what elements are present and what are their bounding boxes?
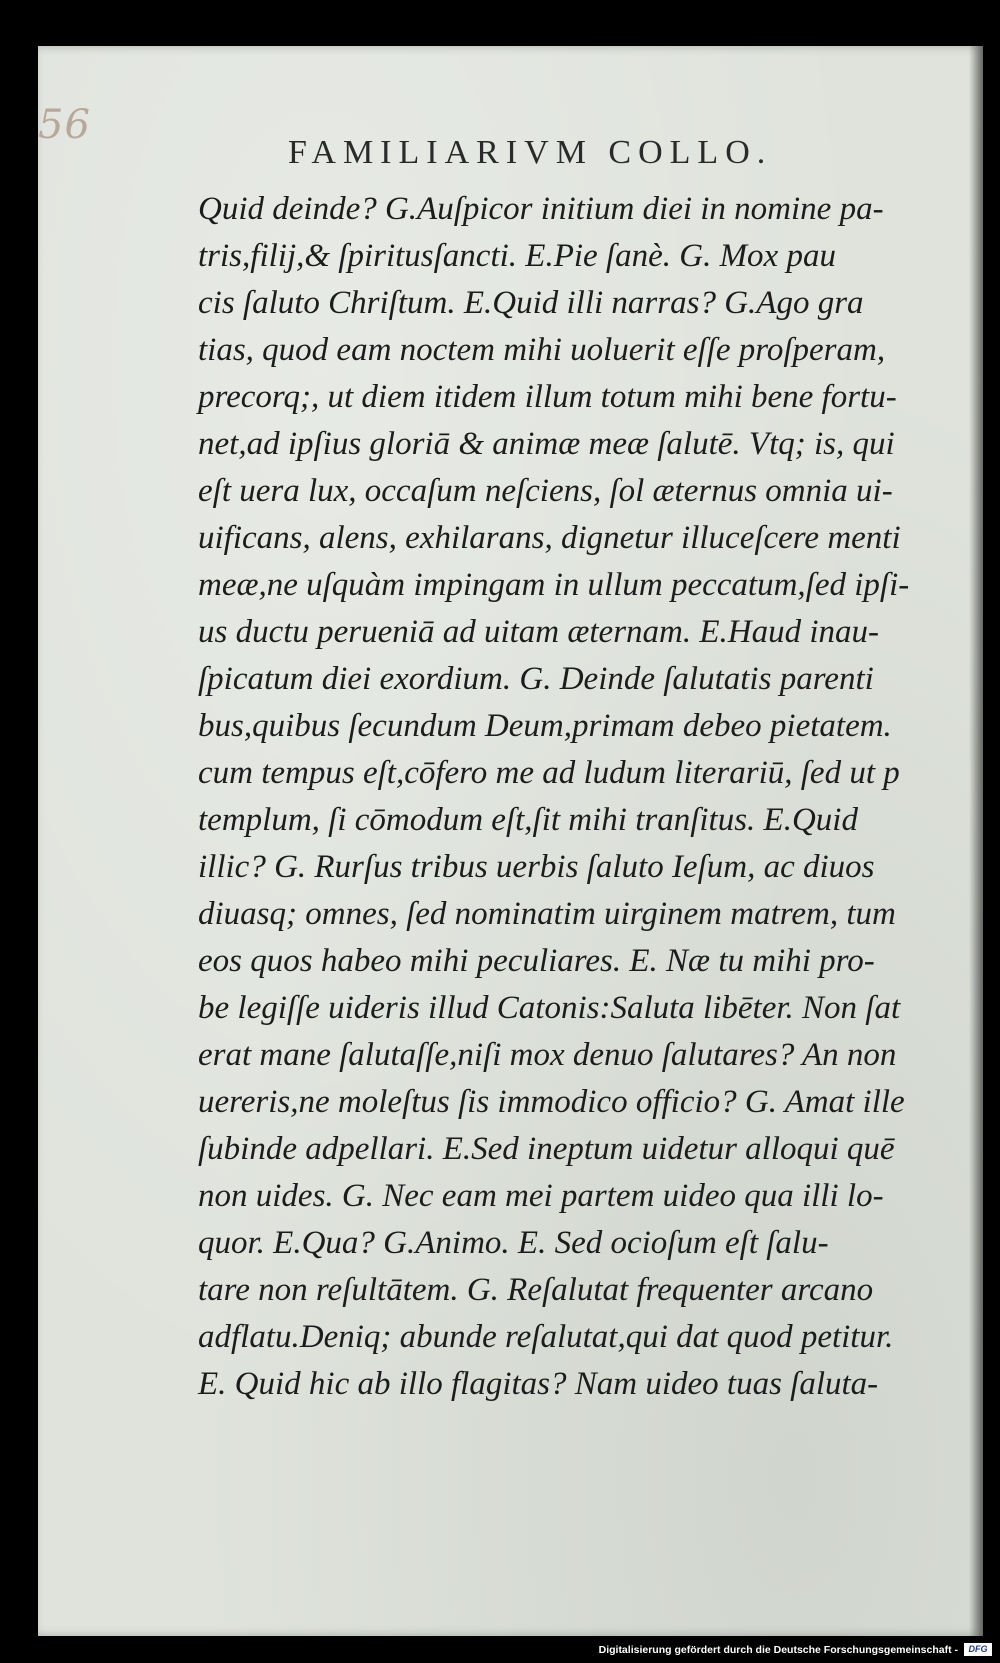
dfg-logo: DFG bbox=[964, 1643, 992, 1656]
text-line: tare non reſultātem. G. Reſalutat frequenter arcano bbox=[198, 1272, 874, 1308]
text-line: precorq;, ut diem itidem illum totum mihi bene fortu- bbox=[198, 379, 897, 415]
text-line: uificans, alens, exhilarans, dignetur illuceſcere menti bbox=[198, 520, 901, 556]
text-line: bus,quibus ſecundum Deum,primam debeo pietatem. bbox=[198, 708, 892, 744]
text-line: non uides. G. Nec eam mei partem uideo qua illi lo- bbox=[198, 1178, 884, 1214]
digitization-credit: Digitalisierung gefördert durch die Deutsche Forschungsgemeinschaft - bbox=[598, 1644, 958, 1656]
text-line: tris,filij,& ſpiritusſancti. E.Pie ſanè. G. Mox pau bbox=[198, 238, 836, 274]
text-line: cis ſaluto Chriſtum. E.Quid illi narras? G.Ago gra bbox=[198, 285, 864, 321]
text-line: us ductu perueniā ad uitam æternam. E.Haud inau- bbox=[198, 614, 880, 650]
footer-bar bbox=[0, 1636, 1000, 1663]
text-line: ſpicatum diei exordium. G. Deinde ſalutatis parenti bbox=[198, 661, 874, 697]
text-line: quor. E.Qua? G.Animo. E. Sed ocioſum eſt ſalu- bbox=[198, 1225, 829, 1261]
text-line: erat mane ſalutaſſe,niſi mox denuo ſalutares? An non bbox=[198, 1037, 897, 1073]
text-line: diuasq; omnes, ſed nominatim uirginem matrem, tum bbox=[198, 896, 896, 932]
text-block bbox=[198, 186, 998, 1408]
text-line: eos quos habeo mihi peculiares. E. Næ tu mihi pro- bbox=[198, 943, 875, 979]
text-line: ſubinde adpellari. E.Sed ineptum uidetur alloqui quē bbox=[198, 1131, 895, 1167]
text-line: cum tempus eſt,cōfero me ad ludum literariū, ſed ut p bbox=[198, 755, 900, 791]
text-line: eſt uera lux, occaſum neſciens, ſol æternus omnia ui- bbox=[198, 473, 893, 509]
text-line: be legiſſe uideris illud Catonis:Saluta libēter. Non ſat bbox=[198, 990, 901, 1026]
text-line: templum, ſi cōmodum eſt,ſit mihi tranſitus. E.Quid bbox=[198, 802, 858, 838]
running-head: FAMILIARIVM COLLO. bbox=[288, 134, 773, 171]
text-line: meæ,ne uſquàm impingam in ullum peccatum,ſed ipſi- bbox=[198, 567, 910, 603]
text-line: adflatu.Deniq; abunde reſalutat,qui dat quod petitur. bbox=[198, 1319, 894, 1355]
text-line: Quid deinde? G.Auſpicor initium diei in nomine pa- bbox=[198, 191, 884, 227]
text-line: uereris,ne moleſtus ſis immodico officio? G. Amat ille bbox=[198, 1084, 905, 1120]
text-line: net,ad ipſius gloriā & animæ meæ ſalutē. Vtq; is, qui bbox=[198, 426, 895, 462]
book-page bbox=[38, 46, 983, 1636]
folio-number: 56 bbox=[38, 102, 91, 148]
text-line: illic? G. Rurſus tribus uerbis ſaluto Ieſum, ac diuos bbox=[198, 849, 875, 885]
text-line: E. Quid hic ab illo flagitas? Nam uideo tuas ſaluta- bbox=[198, 1366, 879, 1402]
text-line: tias, quod eam noctem mihi uoluerit eſſe proſperam, bbox=[198, 332, 886, 368]
